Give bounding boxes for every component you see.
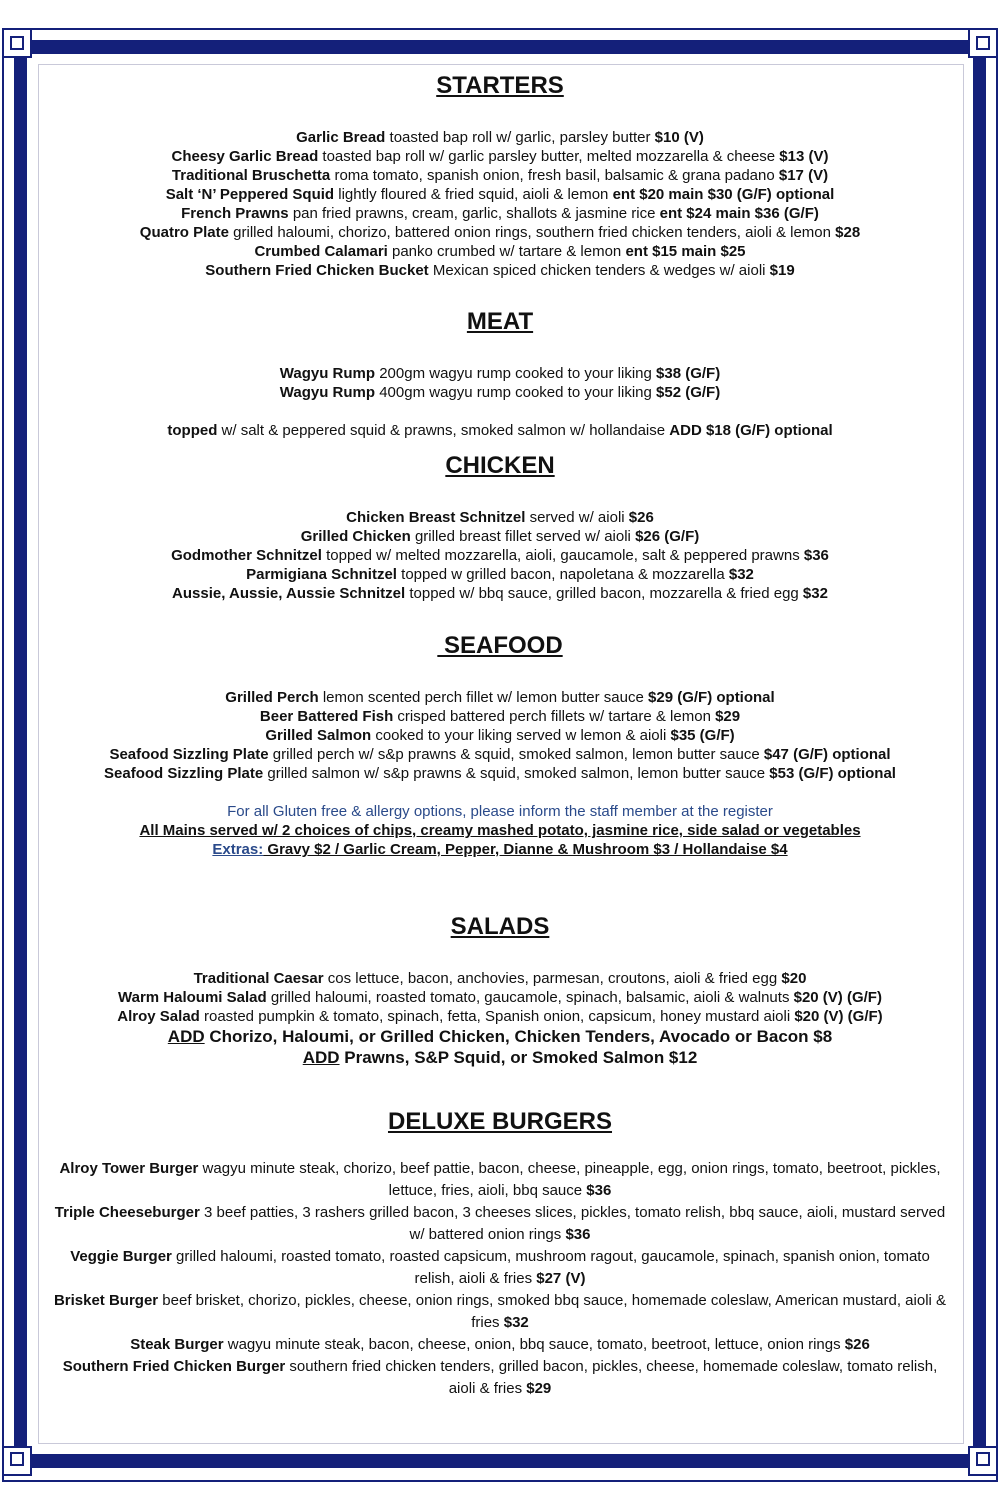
item-name: Traditional Caesar [193,970,324,987]
item-description: wagyu minute steak, chorizo, beef pattie, bacon, cheese, pineapple, egg, onion rings, tomato, beetroot, pickles, lettuce, fries, aioli, bbq sauce [198,1160,941,1199]
item-name: Aussie, Aussie, Aussie Schnitzel [172,585,406,602]
menu-item [40,726,960,745]
item-price: $29 [715,708,741,725]
meat-list [40,364,960,402]
item-price: $52 (G/F) [656,384,721,401]
item-name: Cheesy Garlic Bread [171,148,319,165]
item-description: toasted bap roll w/ garlic, parsley butter [385,129,655,146]
menu-item [40,565,960,584]
item-price: $13 (V) [779,148,829,165]
item-description: beef brisket, chorizo, pickles, cheese, onion rings, smoked bbq sauce, homemade coleslaw, American mustard, aioli & fries [158,1292,947,1331]
item-name: Southern Fried Chicken Bucket [205,262,429,279]
item-name: Chicken Breast Schnitzel [346,509,526,526]
starters-list [40,128,960,280]
menu-item [40,242,960,261]
add-label-2: ADD [302,1048,340,1067]
chicken-title: CHICKEN [445,452,555,479]
item-description: lightly floured & fried squid, aioli & lemon [334,186,613,203]
item-name: Brisket Burger [53,1292,159,1309]
item-price: $53 (G/F) optional [769,765,896,782]
item-price: ent $15 main $25 [625,243,746,260]
menu-item [40,364,960,383]
menu-item [40,128,960,147]
item-description: grilled perch w/ s&p prawns & squid, smoked salmon, lemon butter sauce [268,746,764,763]
salad-add-2 [40,1047,960,1068]
item-description: pan fried prawns, cream, garlic, shallots & jasmine rice [288,205,660,222]
topped-price: ADD $18 (G/F) optional [669,422,833,439]
menu-item [40,261,960,280]
item-price: $32 [503,1314,529,1331]
item-name: Triple Cheeseburger [54,1204,200,1221]
item-name: Wagyu Rump [279,384,376,401]
item-name: Godmother Schnitzel [171,547,322,564]
burgers-title: DELUXE BURGERS [387,1108,613,1135]
item-price: $20 (V) (G/F) [793,989,882,1006]
menu-item [40,584,960,603]
menu-item [40,745,960,764]
item-price: ent $20 main $30 (G/F) optional [612,186,835,203]
menu-item [40,707,960,726]
chicken-list [40,508,960,603]
item-price: $20 (V) (G/F) [794,1008,883,1025]
add-label-1: ADD [167,1027,205,1046]
item-name: Southern Fried Chicken Burger [62,1358,286,1375]
menu-item [40,546,960,565]
item-price: $35 (G/F) [670,727,735,744]
item-description: cooked to your liking served w lemon & aioli [371,727,671,744]
menu-item [40,1246,960,1290]
item-name: Grilled Salmon [265,727,372,744]
item-description: served w/ aioli [525,509,629,526]
item-description: topped w/ melted mozzarella, aioli, gaucamole, salt & peppered prawns [321,547,804,564]
item-price: $36 [586,1182,612,1199]
item-description: crisped battered perch fillets w/ tartare & lemon [393,708,716,725]
item-name: Alroy Salad [117,1008,200,1025]
item-description: grilled salmon w/ s&p prawns & squid, smoked salmon, lemon butter sauce [263,765,770,782]
item-name: French Prawns [181,205,289,222]
item-name: Seafood Sizzling Plate [104,765,264,782]
item-description: topped w grilled bacon, napoletana & mozzarella [396,566,729,583]
item-price: $26 [628,509,654,526]
item-name: Veggie Burger [70,1248,172,1265]
item-description: southern fried chicken tenders, grilled bacon, pickles, cheese, homemade coleslaw, tomato relish, aioli & fries [285,1358,938,1397]
item-name: Seafood Sizzling Plate [109,746,269,763]
extras-note [40,840,960,859]
item-price: $38 (G/F) [656,365,721,382]
burgers-list [40,1158,960,1400]
salad-add-1 [40,1026,960,1047]
item-name: Parmigiana Schnitzel [246,566,397,583]
item-price: $36 [565,1226,591,1243]
menu-item [40,764,960,783]
menu-item [40,185,960,204]
menu-item [40,1202,960,1246]
item-price: $26 (G/F) [635,528,700,545]
item-price: $29 (G/F) optional [648,689,775,706]
item-name: Garlic Bread [296,129,386,146]
menu-item [40,1356,960,1400]
menu-item [40,969,960,988]
item-name: Salt ‘N’ Peppered Squid [165,186,335,203]
menu-item [40,1158,960,1202]
salads-list [40,969,960,1026]
add-text-1: Chorizo, Haloumi, or Grilled Chicken, Chicken Tenders, Avocado or Bacon $8 [204,1027,833,1046]
menu-item [40,204,960,223]
item-description: roasted pumpkin & tomato, spinach, fetta, Spanish onion, capsicum, honey mustard aioli [199,1008,795,1025]
item-description: lemon scented perch fillet w/ lemon butter sauce [318,689,649,706]
seafood-title: SEAFOOD [437,632,563,659]
item-price: $29 [526,1380,552,1397]
topped-label: topped [167,422,218,439]
menu-item [40,166,960,185]
item-price: $47 (G/F) optional [763,746,891,763]
menu-content [40,66,960,1400]
menu-item [40,1290,960,1334]
meat-topped-option [40,421,960,440]
item-name: Grilled Perch [225,689,319,706]
item-name: Warm Haloumi Salad [118,989,267,1006]
menu-item [40,988,960,1007]
item-price: $36 [803,547,829,564]
item-description: topped w/ bbq sauce, grilled bacon, mozzarella & fried egg [405,585,803,602]
corner-square-tr [976,36,990,50]
item-name: Traditional Bruschetta [171,167,331,184]
item-description: grilled haloumi, chorizo, battered onion rings, southern fried chicken tenders, aioli & lemon [228,224,836,241]
corner-square-bl [10,1452,24,1466]
item-name: Alroy Tower Burger [59,1160,199,1177]
item-description: grilled haloumi, roasted tomato, gaucamole, spinach, balsamic, aioli & walnuts [266,989,794,1006]
item-price: $28 [835,224,861,241]
menu-item [40,508,960,527]
item-description: 3 beef patties, 3 rashers grilled bacon, 3 cheeses slices, pickles, tomato relish, bbq sauce, aioli, mustard served w/ battered onion rings [199,1204,946,1243]
item-name: Quatro Plate [139,224,229,241]
item-price: $27 (V) [536,1270,586,1287]
extras-label: Extras: [212,841,264,858]
extras-text: Gravy $2 / Garlic Cream, Pepper, Dianne & Mushroom $3 / Hollandaise $4 [263,841,788,858]
item-name: Grilled Chicken [300,528,411,545]
item-price: $20 [781,970,807,987]
item-price: $26 [844,1336,870,1353]
menu-item [40,1334,960,1356]
corner-square-br [976,1452,990,1466]
item-name: Wagyu Rump [279,365,376,382]
item-description: Mexican spiced chicken tenders & wedges w/ aioli [428,262,770,279]
item-price: ent $24 main $36 (G/F) [659,205,819,222]
meat-title: MEAT [466,308,534,335]
menu-item [40,1007,960,1026]
topped-desc: w/ salt & peppered squid & prawns, smoked salmon w/ hollandaise [217,422,670,439]
salads-title: SALADS [450,913,550,940]
menu-item [40,527,960,546]
menu-item [40,223,960,242]
starters-title: STARTERS [436,72,564,99]
item-price: $17 (V) [778,167,829,184]
item-description: 400gm wagyu rump cooked to your liking [375,384,657,401]
add-text-2: Prawns, S&P Squid, or Smoked Salmon $12 [339,1048,698,1067]
item-price: $19 [769,262,795,279]
menu-item [40,147,960,166]
item-name: Crumbed Calamari [254,243,388,260]
menu-item [40,383,960,402]
item-description: cos lettuce, bacon, anchovies, parmesan, croutons, aioli & fried egg [323,970,782,987]
menu-item [40,688,960,707]
corner-square-tl [10,36,24,50]
item-description: roma tomato, spanish onion, fresh basil, balsamic & grana padano [330,167,779,184]
mains-note: All Mains served w/ 2 choices of chips, creamy mashed potato, jasmine rice, side salad or vegetables [139,822,861,839]
item-price: $10 (V) [654,129,704,146]
allergy-note: For all Gluten free & allergy options, please inform the staff member at the register [227,803,773,820]
item-price: $32 [802,585,828,602]
item-description: panko crumbed w/ tartare & lemon [387,243,626,260]
item-description: grilled breast fillet served w/ aioli [410,528,636,545]
item-description: wagyu minute steak, bacon, cheese, onion, bbq sauce, tomato, beetroot, lettuce, onion rings [223,1336,845,1353]
item-description: grilled haloumi, roasted tomato, roasted capsicum, mushroom ragout, gaucamole, spinach, spanish onion, tomato relish, aioli & fries [171,1248,930,1287]
item-price: $32 [728,566,754,583]
item-description: 200gm wagyu rump cooked to your liking [375,365,657,382]
item-description: toasted bap roll w/ garlic parsley butter, melted mozzarella & cheese [318,148,780,165]
seafood-list [40,688,960,783]
item-name: Steak Burger [130,1336,224,1353]
item-name: Beer Battered Fish [259,708,394,725]
